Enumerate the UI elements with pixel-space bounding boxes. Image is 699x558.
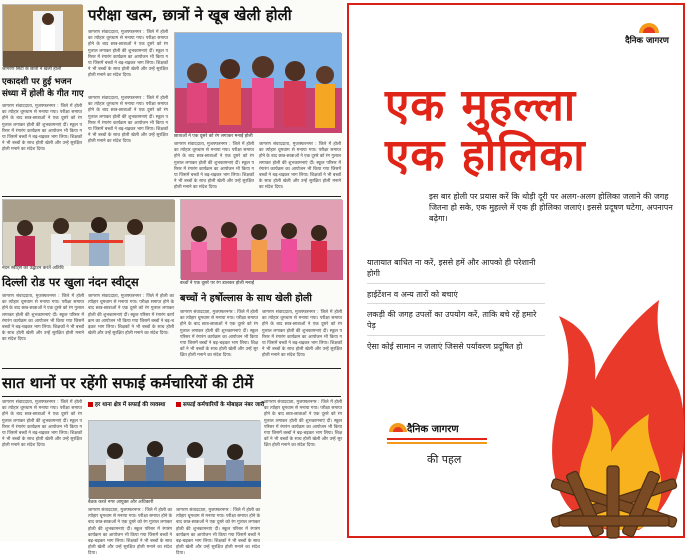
top-article-col-1: जागरण संवाददाता, मुजफ्फरनगर : जिले में होली का त्योहार धूमधाम से मनाया गया। परीक्षा समाप्त होने के बाद छात्र-छात्राओं ने एक दूसरे को रंग गुलाल लगाकर होली की शुभकामनाएं दीं। स्कूल परिसर में रंगारंग कार्यक्रम का आयोजन भी किया गया जिसमें बच्चों ने बढ़-चढ़कर भाग लिया। शिक्षकों ने भी बच्चों के साथ होली खेली और उन्हें सुरक्षित होली मनाने का संदेश दिया। (88, 30, 168, 79)
sweets-caption: नंदन स्वीट्स का उद्घाटन करते अतिथि (2, 266, 64, 271)
divider-3 (2, 396, 341, 397)
point-divider-2 (367, 303, 545, 304)
meeting-photo-art (89, 421, 261, 499)
meeting-photo (88, 420, 260, 498)
holi-celebration-photo (174, 32, 341, 132)
brand-name: दैनिक जागरण (625, 36, 669, 46)
top-left-caption: जागरण सिटी के छात्रों ने खेली होली (2, 67, 62, 72)
bullet-square-icon (88, 402, 93, 407)
ad-point-4: ऐसा कोई सामान न जलाएं जिससे पर्यावरण प्रदूषित हो (367, 342, 523, 351)
bottom-subhead-1 (88, 400, 172, 408)
bottom-col-1: जागरण संवाददाता, मुजफ्फरनगर : जिले में होली का त्योहार धूमधाम से मनाया गया। परीक्षा समाप्त होने के बाद छात्र-छात्राओं ने एक दूसरे को रंग गुलाल लगाकर होली की शुभकामनाएं दीं। स्कूल परिसर में रंगारंग कार्यक्रम का आयोजन भी किया गया जिसमें बच्चों ने बढ़-चढ़कर भाग लिया। शिक्षकों ने भी बच्चों के साथ होली खेली और उन्हें सुरक्षित होली मनाने का संदेश दिया। (2, 400, 82, 449)
bottom-subhead-2 (176, 400, 265, 408)
sweets-headline: दिल्ली रोड पर खुला नंदन स्वीट्स (2, 275, 139, 289)
divider-2 (2, 368, 341, 369)
sidebar-headline-text: एकादशी पर हुई भजन संध्या में होली के गीत गाए (2, 77, 84, 99)
holi-photo-caption: छात्राओं ने एक दूसरे को रंग लगाकर मनाई होली (174, 134, 253, 139)
kids-col-1: जागरण संवाददाता, मुजफ्फरनगर : जिले में होली का त्योहार धूमधाम से मनाया गया। परीक्षा समाप्त होने के बाद छात्र-छात्राओं ने एक दूसरे को रंग गुलाल लगाकर होली की शुभकामनाएं दीं। स्कूल परिसर में रंगारंग कार्यक्रम का आयोजन भी किया गया जिसमें बच्चों ने बढ़-चढ़कर भाग लिया। शिक्षकों ने भी बच्चों के साथ होली खेली और उन्हें सुरक्षित होली मनाने का संदेश दिया। (180, 310, 258, 359)
top-article-col-4: जागरण संवाददाता, मुजफ्फरनगर : जिले में होली का त्योहार धूमधाम से मनाया गया। परीक्षा समाप्त होने के बाद छात्र-छात्राओं ने एक दूसरे को रंग गुलाल लगाकर होली की शुभकामनाएं दीं। स्कूल परिसर में रंगारंग कार्यक्रम का आयोजन भी किया गया जिसमें बच्चों ने बढ़-चढ़कर भाग लिया। शिक्षकों ने भी बच्चों के साथ होली खेली और उन्हें सुरक्षित होली मनाने का संदेश दिया। (259, 142, 341, 191)
bottom-headline: सात थानों पर रहेंगी सफाई कर्मचारियों की टीमें (2, 374, 254, 392)
bottom-col-2: जागरण संवाददाता, मुजफ्फरनगर : जिले में होली का त्योहार धूमधाम से मनाया गया। परीक्षा समाप्त होने के बाद छात्र-छात्राओं ने एक दूसरे को रंग गुलाल लगाकर होली की शुभकामनाएं दीं। स्कूल परिसर में रंगारंग कार्यक्रम का आयोजन भी किया गया जिसमें बच्चों ने बढ़-चढ़कर भाग लिया। शिक्षकों ने भी बच्चों के साथ होली खेली और उन्हें सुरक्षित होली मनाने का संदेश दिया। (88, 508, 172, 557)
meeting-caption: बैठक करते नगर आयुक्त और अधिकारी (88, 500, 154, 505)
sweets-inauguration-photo (2, 199, 174, 265)
bottom-subhead-2-text: सफाई कर्मचारियों के मोबाइल नंबर जारी (183, 402, 265, 408)
bottom-subhead-1-text: हर थाना क्षेत्र में सफाई की व्यवस्था (95, 402, 166, 408)
ad-point-1: यातायात बाधित ना करें, इससे हमें और आपको ही परेशानी होगी (367, 258, 536, 278)
ad-title-line-2: एक होलिका (385, 130, 586, 181)
top-article-col-3: जागरण संवाददाता, मुजफ्फरनगर : जिले में होली का त्योहार धूमधाम से मनाया गया। परीक्षा समाप्त होने के बाद छात्र-छात्राओं ने एक दूसरे को रंग गुलाल लगाकर होली की शुभकामनाएं दीं। स्कूल परिसर में रंगारंग कार्यक्रम का आयोजन भी किया गया जिसमें बच्चों ने बढ़-चढ़कर भाग लिया। शिक्षकों ने भी बच्चों के साथ होली खेली और उन्हें सुरक्षित होली मनाने का संदेश दिया। (174, 142, 254, 191)
ek-mohalla-ek-holika-ad (347, 3, 685, 538)
ad-title-line-1: एक मुहल्ला (385, 80, 577, 131)
newspaper-clipping (0, 0, 344, 557)
kids-photo-art (181, 200, 343, 280)
point-divider-1 (367, 283, 545, 284)
ad-intro-text: इस बार होली पर प्रयास करें कि थोड़ी दूरी पर अलग-अलग होलिका जलाने की जगह जितना हो सके, एक मुहल्ले में एक ही होलिका जलाएं। इससे प्रदूषण घटेगा, अपनापन बढ़ेगा। (429, 192, 673, 223)
sweets-col-1: जागरण संवाददाता, मुजफ्फरनगर : जिले में होली का त्योहार धूमधाम से मनाया गया। परीक्षा समाप्त होने के बाद छात्र-छात्राओं ने एक दूसरे को रंग गुलाल लगाकर होली की शुभकामनाएं दीं। स्कूल परिसर में रंगारंग कार्यक्रम का आयोजन भी किया गया जिसमें बच्चों ने बढ़-चढ़कर भाग लिया। शिक्षकों ने भी बच्चों के साथ होली खेली और उन्हें सुरक्षित होली मनाने का संदेश दिया। (2, 294, 84, 343)
footer-brand-logo (387, 418, 487, 446)
kids-headline: बच्चों ने हर्षोल्लास के साथ खेली होली (180, 293, 312, 304)
footer-brand-name: दैनिक जागरण (407, 424, 459, 435)
top-left-photo-art (3, 5, 83, 67)
bottom-col-4: जागरण संवाददाता, मुजफ्फरनगर : जिले में होली का त्योहार धूमधाम से मनाया गया। परीक्षा समाप्त होने के बाद छात्र-छात्राओं ने एक दूसरे को रंग गुलाल लगाकर होली की शुभकामनाएं दीं। स्कूल परिसर में रंगारंग कार्यक्रम का आयोजन भी किया गया जिसमें बच्चों ने बढ़-चढ़कर भाग लिया। शिक्षकों ने भी बच्चों के साथ होली खेली और उन्हें सुरक्षित होली मनाने का संदेश दिया। (264, 400, 342, 449)
sweets-col-2: जागरण संवाददाता, मुजफ्फरनगर : जिले में होली का त्योहार धूमधाम से मनाया गया। परीक्षा समाप्त होने के बाद छात्र-छात्राओं ने एक दूसरे को रंग गुलाल लगाकर होली की शुभकामनाएं दीं। स्कूल परिसर में रंगारंग कार्यक्रम का आयोजन भी किया गया जिसमें बच्चों ने बढ़-चढ़कर भाग लिया। शिक्षकों ने भी बच्चों के साथ होली खेली और उन्हें सुरक्षित होली मनाने का संदेश दिया। (88, 294, 174, 337)
holi-photo-art (175, 33, 342, 133)
holika-bonfire-icon (539, 230, 687, 540)
kids-caption: बच्चों ने एक दूसरे पर रंग डालकर होली मनाई (180, 281, 254, 286)
ad-point-2: हाईटेंशन व अन्य तारों को बचाएं (367, 290, 458, 299)
kids-holi-photo (180, 199, 342, 279)
top-headline: परीक्षा खत्म, छात्रों ने खूब खेली होली (88, 6, 292, 24)
top-left-photo (2, 4, 82, 66)
bottom-col-3: जागरण संवाददाता, मुजफ्फरनगर : जिले में होली का त्योहार धूमधाम से मनाया गया। परीक्षा समाप्त होने के बाद छात्र-छात्राओं ने एक दूसरे को रंग गुलाल लगाकर होली की शुभकामनाएं दीं। स्कूल परिसर में रंगारंग कार्यक्रम का आयोजन भी किया गया जिसमें बच्चों ने बढ़-चढ़कर भाग लिया। शिक्षकों ने भी बच्चों के साथ होली खेली और उन्हें सुरक्षित होली मनाने का संदेश दिया। (176, 508, 260, 557)
dainik-jagran-logo (615, 23, 679, 47)
top-article-col-2: जागरण संवाददाता, मुजफ्फरनगर : जिले में होली का त्योहार धूमधाम से मनाया गया। परीक्षा समाप्त होने के बाद छात्र-छात्राओं ने एक दूसरे को रंग गुलाल लगाकर होली की शुभकामनाएं दीं। स्कूल परिसर में रंगारंग कार्यक्रम का आयोजन भी किया गया जिसमें बच्चों ने बढ़-चढ़कर भाग लिया। शिक्षकों ने भी बच्चों के साथ होली खेली और उन्हें सुरक्षित होली मनाने का संदेश दिया। (88, 96, 168, 145)
sweets-photo-art (3, 200, 175, 266)
divider-1 (2, 196, 341, 197)
point-divider-3 (367, 335, 545, 336)
kids-col-2: जागरण संवाददाता, मुजफ्फरनगर : जिले में होली का त्योहार धूमधाम से मनाया गया। परीक्षा समाप्त होने के बाद छात्र-छात्राओं ने एक दूसरे को रंग गुलाल लगाकर होली की शुभकामनाएं दीं। स्कूल परिसर में रंगारंग कार्यक्रम का आयोजन भी किया गया जिसमें बच्चों ने बढ़-चढ़कर भाग लिया। शिक्षकों ने भी बच्चों के साथ होली खेली और उन्हें सुरक्षित होली मनाने का संदेश दिया। (262, 310, 342, 359)
sidebar-headline (2, 76, 84, 100)
ad-point-3: लकड़ी की जगह उपलों का उपयोग करें, ताकि बचे रहें हमारे पेड़ (367, 310, 537, 330)
sidebar-article: जागरण संवाददाता, मुजफ्फरनगर : जिले में होली का त्योहार धूमधाम से मनाया गया। परीक्षा समाप्त होने के बाद छात्र-छात्राओं ने एक दूसरे को रंग गुलाल लगाकर होली की शुभकामनाएं दीं। स्कूल परिसर में रंगारंग कार्यक्रम का आयोजन भी किया गया जिसमें बच्चों ने बढ़-चढ़कर भाग लिया। शिक्षकों ने भी बच्चों के साथ होली खेली और उन्हें सुरक्षित होली मनाने का संदेश दिया। (2, 104, 82, 153)
bullet-square-icon (176, 402, 181, 407)
footer-initiative-text: की पहल (427, 453, 462, 466)
